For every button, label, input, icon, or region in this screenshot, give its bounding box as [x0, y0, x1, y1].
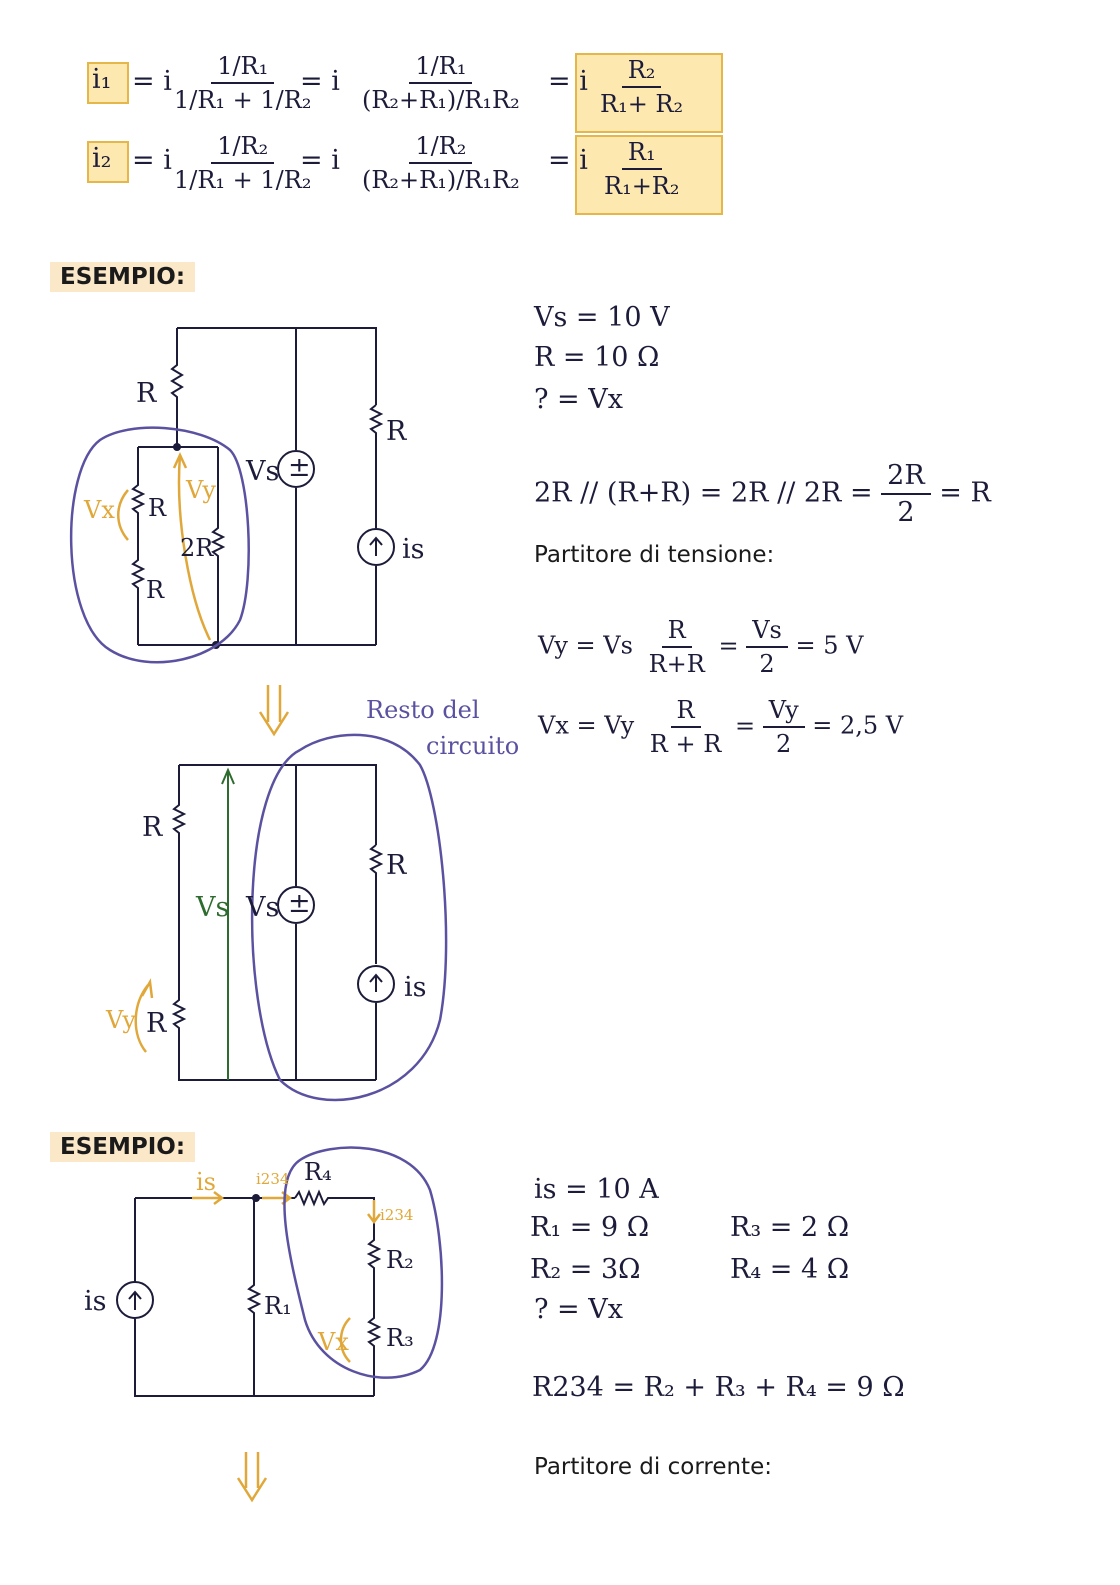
i1-eq3: = i: [548, 66, 588, 97]
c2-r-right: R: [386, 850, 407, 881]
c3-r2: R₂: [386, 1246, 414, 1274]
c2-vs-symbol: ±: [288, 888, 311, 919]
down-arrow-icon: [238, 1452, 266, 1500]
i2-eq3: = i: [548, 145, 588, 176]
ex2-given-left-1: R₁ = 9 Ω: [530, 1212, 650, 1243]
c2-vs: Vs: [246, 892, 280, 923]
example1-label: ESEMPIO:: [50, 262, 195, 292]
example2-label: ESEMPIO:: [50, 1132, 195, 1162]
i1-frac1: $\frac{\text{1/R₁}}{\text{1/R₁ + 1/R₂}}$: [174, 52, 312, 114]
i1-label: i₁: [92, 64, 112, 95]
i2-eq2: = i: [300, 145, 340, 176]
i2-frac1: $\frac{\text{1/R₂}}{\text{1/R₁ + 1/R₂}}$: [174, 132, 312, 194]
c1-r-mid2: R: [146, 576, 165, 604]
c1-vx: Vx: [84, 496, 115, 524]
circuit-1: [71, 328, 394, 662]
c2-r-top: R: [142, 812, 163, 843]
c1-vs-symbol: ±: [288, 452, 311, 483]
i1-eq2: = i: [300, 66, 340, 97]
ex2-given-right-0: R₃ = 2 Ω: [730, 1212, 850, 1243]
i1-frac3: $\frac{\text{R₂}}{\text{R₁+ R₂}}$: [600, 56, 684, 118]
i2-eq: = i: [132, 145, 172, 176]
ex2-given-right-1: R₄ = 4 Ω: [730, 1254, 850, 1285]
ex2-r234: R234 = R₂ + R₃ + R₄ = 9 Ω: [532, 1372, 905, 1403]
ex1-given-1: R = 10 Ω: [534, 342, 660, 373]
ex1-divider-title: Partitore di tensione:: [534, 542, 775, 568]
ex1-given-2: ? = Vx: [534, 384, 623, 415]
c3-r4: R₄: [304, 1158, 332, 1186]
c3-is-arrow: is: [196, 1168, 216, 1196]
down-arrow-icon: [260, 685, 288, 734]
c1-is: is: [402, 534, 425, 565]
i2-frac2: $\frac{\text{1/R₂}}{\text{(R₂+R₁)/R₁R₂}}$: [362, 132, 520, 194]
c1-vy: Vy: [186, 476, 216, 504]
c3-r1: R₁: [264, 1292, 292, 1320]
c3-i234b: i234: [380, 1206, 414, 1224]
c2-vs-arrow-label: Vs: [196, 892, 230, 923]
c3-is-src: is: [84, 1286, 107, 1317]
ex1-vy-eq: Vy = Vs $\frac{R}{R+R}$ = $\frac{Vs}{2}$ = 5 V: [538, 616, 864, 678]
ex2-given-left-3: ? = Vx: [534, 1294, 623, 1325]
i1-frac2: $\frac{\text{1/R₁}}{\text{(R₂+R₁)/R₁R₂}}$: [362, 52, 520, 114]
c1-r-top: R: [136, 378, 157, 409]
i2-frac3: $\frac{\text{R₁}}{\text{R₁+R₂}}$: [604, 138, 680, 200]
ex2-given-left-2: R₂ = 3Ω: [530, 1254, 641, 1285]
rest-label-1: Resto del: [366, 696, 480, 724]
ex2-given-left-0: is = 10 A: [534, 1174, 659, 1205]
c2-vy: Vy: [106, 1006, 136, 1034]
i1-eq: = i: [132, 66, 172, 97]
i2-label: i₂: [92, 143, 112, 174]
rest-label-2: circuito: [426, 732, 520, 760]
c1-vs: Vs: [246, 456, 280, 487]
c1-r-2r: 2R: [180, 534, 214, 562]
c1-r-mid1: R: [148, 494, 167, 522]
c3-i234: i234: [256, 1170, 290, 1188]
c1-r-right: R: [386, 416, 407, 447]
ex1-parallel: 2R // (R+R) = 2R // 2R = $\frac{2R}{2}$ = R: [534, 460, 991, 528]
c3-r3: R₃: [386, 1324, 414, 1352]
ex1-vx-eq: Vx = Vy $\frac{R}{R + R}$ = $\frac{Vy}{2}$ = 2,5 V: [538, 696, 904, 758]
ex1-given-0: Vs = 10 V: [534, 302, 670, 333]
c2-is: is: [404, 972, 427, 1003]
c3-vx: Vx: [318, 1328, 349, 1356]
ex2-divider-title: Partitore di corrente:: [534, 1454, 772, 1480]
c2-r-bottom: R: [146, 1008, 167, 1039]
